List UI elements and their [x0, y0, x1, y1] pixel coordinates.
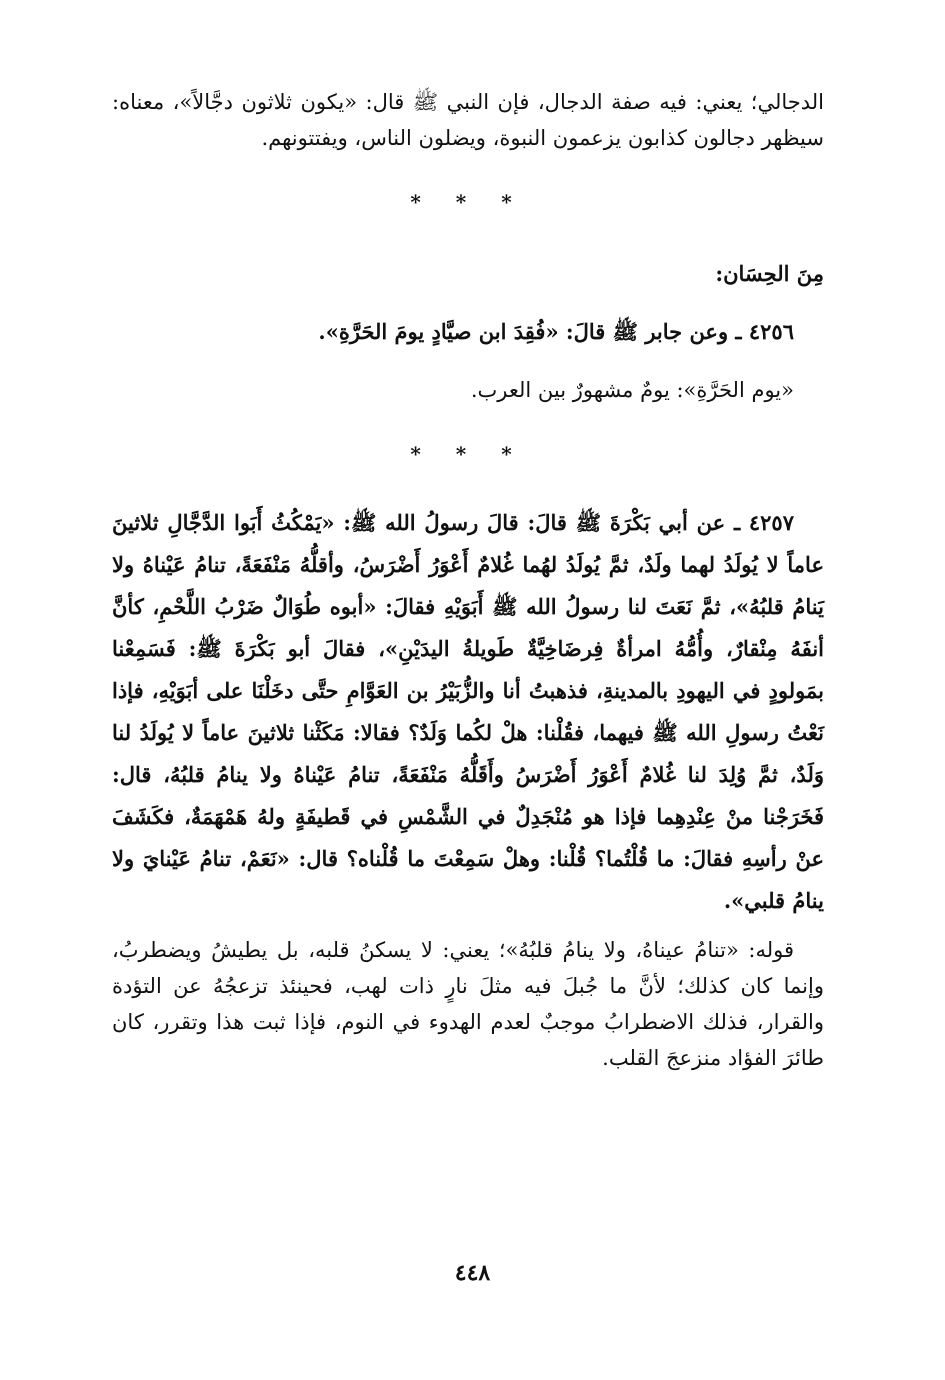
section-heading: مِنَ الحِسَان:: [715, 261, 824, 286]
separator-stars: * * *: [410, 190, 526, 214]
separator-stars: * * *: [410, 442, 526, 466]
intro-paragraph: الدجالي؛ يعني: فيه صفة الدجال، فإن النبي ﷺ قال: «يكون ثلاثون دجَّالاً»، معناه: سيظهر دجالون كذابون يزعمون النبوة، ويضلون الناس، ويفتتونهم.: [112, 90, 824, 150]
page-number: ٤٤٨: [454, 1260, 491, 1286]
hadith-4257: ٤٢٥٧ ـ عن أبي بَكْرَةَ ﷺ قالَ: قالَ رسولُ الله ﷺ: «يَمْكُثُ أَبَوا الدَّجَّالِ ثلاثينَ عاماً لا يُولَدُ لهما ولَدٌ، ثمَّ يُولَدُ لهُما غُلامٌ أَعْوَرُ أَضْرَسُ، وأقلُّهُ مَنْفَعَةً، تنامُ عَيْناهُ ولا يَنامُ قلبُهُ»، ثمَّ نَعَتَ لنا رسولُ الله ﷺ أَبَوَيْهِ فقالَ: «أبوه طُوَالٌ ضَرْبُ اللَّحْمِ، كأنَّ أنفَهُ مِنْقارٌ، وأُمُّهُ امرأةٌ فِرضَاخِيَّةٌ طَويلةُ اليدَيْنِ»، فقالَ أبو بَكْرَةَ ﷺ: فَسَمِعْنا بمَولودٍ في اليهودِ بالمدينةِ، فذهبتُ أنا والزُّبَيْرُ بن العَوَّامِ حتَّى دخَلْنَا على أبَوَيْهِ، فإذا نَعْتُ رسولِ الله ﷺ فيهما، فقُلْنا: هلْ لكُما وَلَدٌ؟ فقالا: مَكَثْنا ثلاثينَ عاماً لا يُولَدُ لنا وَلَدٌ، ثمَّ وُلِدَ لنا غُلامٌ أَعْوَرُ أَضْرَسُ وأَقَلُّهُ مَنْفَعَةً، تنامُ عَيْناهُ ولا ينامُ قلبُهُ، قال: فَخَرَجْنا منْ عِنْدِهِما فإذا هو مُنْجَدِلٌ في الشَّمْسِ في قَطيفَةٍ ولهُ هَمْهَمَةٌ، فكَشَفَ عنْ رأسِهِ فقالَ: ما قُلْتُما؟ قُلْنا: وهلْ سَمِعْتَ ما قُلْناه؟ قال: «نَعَمْ، تنامُ عَيْنايَ ولا ينامُ قلبي».: [112, 510, 824, 913]
commentary-paragraph: قوله: «تنامُ عيناهُ، ولا ينامُ قلبُهُ»؛ يعني: لا يسكنُ قلبه، بل يطيشُ ويضطربُ، وإنما كان كذلك؛ لأنَّ ما جُبلَ فيه مثلَ نارٍ ذات لهب، فحينئذ تزعجُهُ عن التؤدة والقرار، فذلك الاضطرابُ موجبٌ لعدم الهدوء في النوم، فإذا ثبت هذا وتقرر، كان طائرَ الفؤاد منزعجَ القلب.: [112, 938, 824, 1070]
hadith-4256: ٤٢٥٦ ـ وعن جابر ﷺ قالَ: «فُقِدَ ابن صيَّادٍ يومَ الحَرَّةِ».: [318, 319, 794, 344]
page-body: [112, 84, 824, 1076]
hadith-4256-explanation: «يوم الحَرَّةِ»: يومٌ مشهورٌ بين العرب.: [470, 378, 794, 402]
